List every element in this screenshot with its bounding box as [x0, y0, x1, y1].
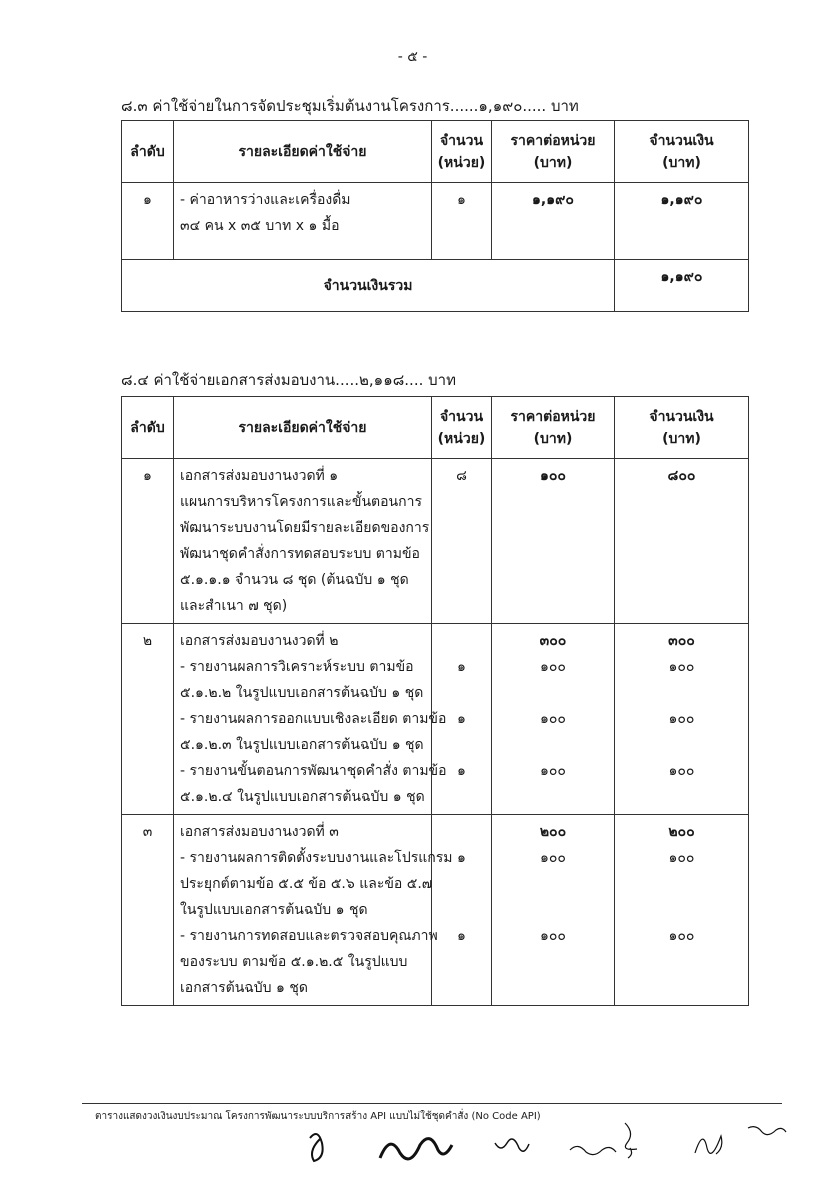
table-row — [122, 183, 749, 260]
row-detail: เอกสารส่งมอบงานงวดที่ ๑ แผนการบริหารโครงการและขั้นตอนการ พัฒนาระบบงานโดยมีรายละเอียดของการ พัฒนาชุดคำสั่งการทดสอบระบบ ตามข้อ ๕.๑.๑.๑ จำนวน ๘ ชุด (ต้นฉบับ ๑ ชุด และสำเนา ๗ ชุด) — [174, 459, 432, 624]
row-detail: - ค่าอาหารว่างและเครื่องดื่ม ๓๔ คน x ๓๕ บาท x ๑ มื้อ — [174, 183, 432, 260]
row-amount: ๘๐๐ — [615, 459, 749, 624]
row-no: ๑ — [122, 459, 174, 624]
row-qty: ๑ ๑ ๑ — [432, 624, 492, 815]
row-unit-price: ๒๐๐ ๑๐๐ ๑๐๐ — [492, 815, 615, 1006]
row-amount: ๓๐๐ ๑๐๐ ๑๐๐ ๑๐๐ — [615, 624, 749, 815]
signature-2 — [380, 1139, 452, 1159]
header-detail: รายละเอียดค่าใช้จ่าย — [174, 397, 432, 459]
total-row — [122, 260, 749, 312]
table-8-3 — [121, 120, 749, 312]
header-qty: จำนวน (หน่วย) — [432, 121, 492, 183]
row-qty: ๑ ๑ — [432, 815, 492, 1006]
row-detail: เอกสารส่งมอบงานงวดที่ ๓ - รายงานผลการติดตั้งระบบงานและโปรแกรม ประยุกต์ตามข้อ ๕.๕ ข้อ ๕.๖ และข้อ ๕.๗ ในรูปแบบเอกสารต้นฉบับ ๑ ชุด - รายงานการทดสอบและตรวจสอบคุณภาพ ของระบบ ตามข้อ ๕.๑.๒.๕ ในรูปแบบ เอกสารต้นฉบับ ๑ ชุด — [174, 815, 432, 1006]
header-no: ลำดับ — [122, 397, 174, 459]
footer-divider — [82, 1103, 782, 1104]
table-header-row — [122, 397, 749, 459]
signature-4 — [570, 1146, 616, 1154]
header-amount: จำนวนเงิน (บาท) — [615, 397, 749, 459]
signatures — [300, 1118, 800, 1178]
section-8-4-title: ๘.๔ ค่าใช้จ่ายเอกสารส่งมอบงาน.....๒,๑๑๘.... บาท — [121, 371, 456, 389]
table-header-row — [122, 121, 749, 183]
total-label: จำนวนเงินรวม — [122, 260, 615, 312]
header-qty: จำนวน (หน่วย) — [432, 397, 492, 459]
row-unit-price: ๑,๑๙๐ — [492, 183, 615, 260]
row-qty: ๘ — [432, 459, 492, 624]
row-no: ๒ — [122, 624, 174, 815]
header-amount: จำนวนเงิน (บาท) — [615, 121, 749, 183]
row-no: ๑ — [122, 183, 174, 260]
total-amount: ๑,๑๙๐ — [615, 260, 749, 312]
header-detail: รายละเอียดค่าใช้จ่าย — [174, 121, 432, 183]
row-detail: เอกสารส่งมอบงานงวดที่ ๒ - รายงานผลการวิเคราะห์ระบบ ตามข้อ ๕.๑.๒.๒ ในรูปแบบเอกสารต้นฉบับ ๑ ชุด - รายงานผลการออกแบบเชิงละเอียด ตามข้อ ๕.๑.๒.๓ ในรูปแบบเอกสารต้นฉบับ ๑ ชุด - รายงานขั้นตอนการพัฒนาชุดคำสั่ง ตามข้อ ๕.๑.๒.๔ ในรูปแบบเอกสารต้นฉบับ ๑ ชุด — [174, 624, 432, 815]
header-no: ลำดับ — [122, 121, 174, 183]
section-8-3-title: ๘.๓ ค่าใช้จ่ายในการจัดประชุมเริ่มต้นงานโครงการ......๑,๑๙๐..... บาท — [121, 97, 579, 115]
header-unit-price: ราคาต่อหน่วย (บาท) — [492, 121, 615, 183]
footer-text: ตารางแสดงวงเงินงบประมาณ โครงการพัฒนาระบบบริการสร้าง API แบบไม่ใช้ชุดคำสั่ง (No Code API) — [95, 1111, 541, 1122]
header-unit-price: ราคาต่อหน่วย (บาท) — [492, 397, 615, 459]
table-8-4 — [121, 396, 749, 1006]
signature-5 — [625, 1123, 637, 1158]
table-row — [122, 815, 749, 1006]
signature-6 — [695, 1136, 722, 1154]
row-unit-price: ๑๐๐ — [492, 459, 615, 624]
signature-3 — [495, 1139, 529, 1151]
page-number: - ๕ - — [397, 49, 428, 65]
row-qty: ๑ — [432, 183, 492, 260]
row-amount: ๑,๑๙๐ — [615, 183, 749, 260]
row-unit-price: ๓๐๐ ๑๐๐ ๑๐๐ ๑๐๐ — [492, 624, 615, 815]
row-amount: ๒๐๐ ๑๐๐ ๑๐๐ — [615, 815, 749, 1006]
table-row — [122, 459, 749, 624]
signature-7 — [748, 1127, 786, 1135]
row-no: ๓ — [122, 815, 174, 1006]
table-row — [122, 624, 749, 815]
signature-1 — [310, 1134, 323, 1161]
